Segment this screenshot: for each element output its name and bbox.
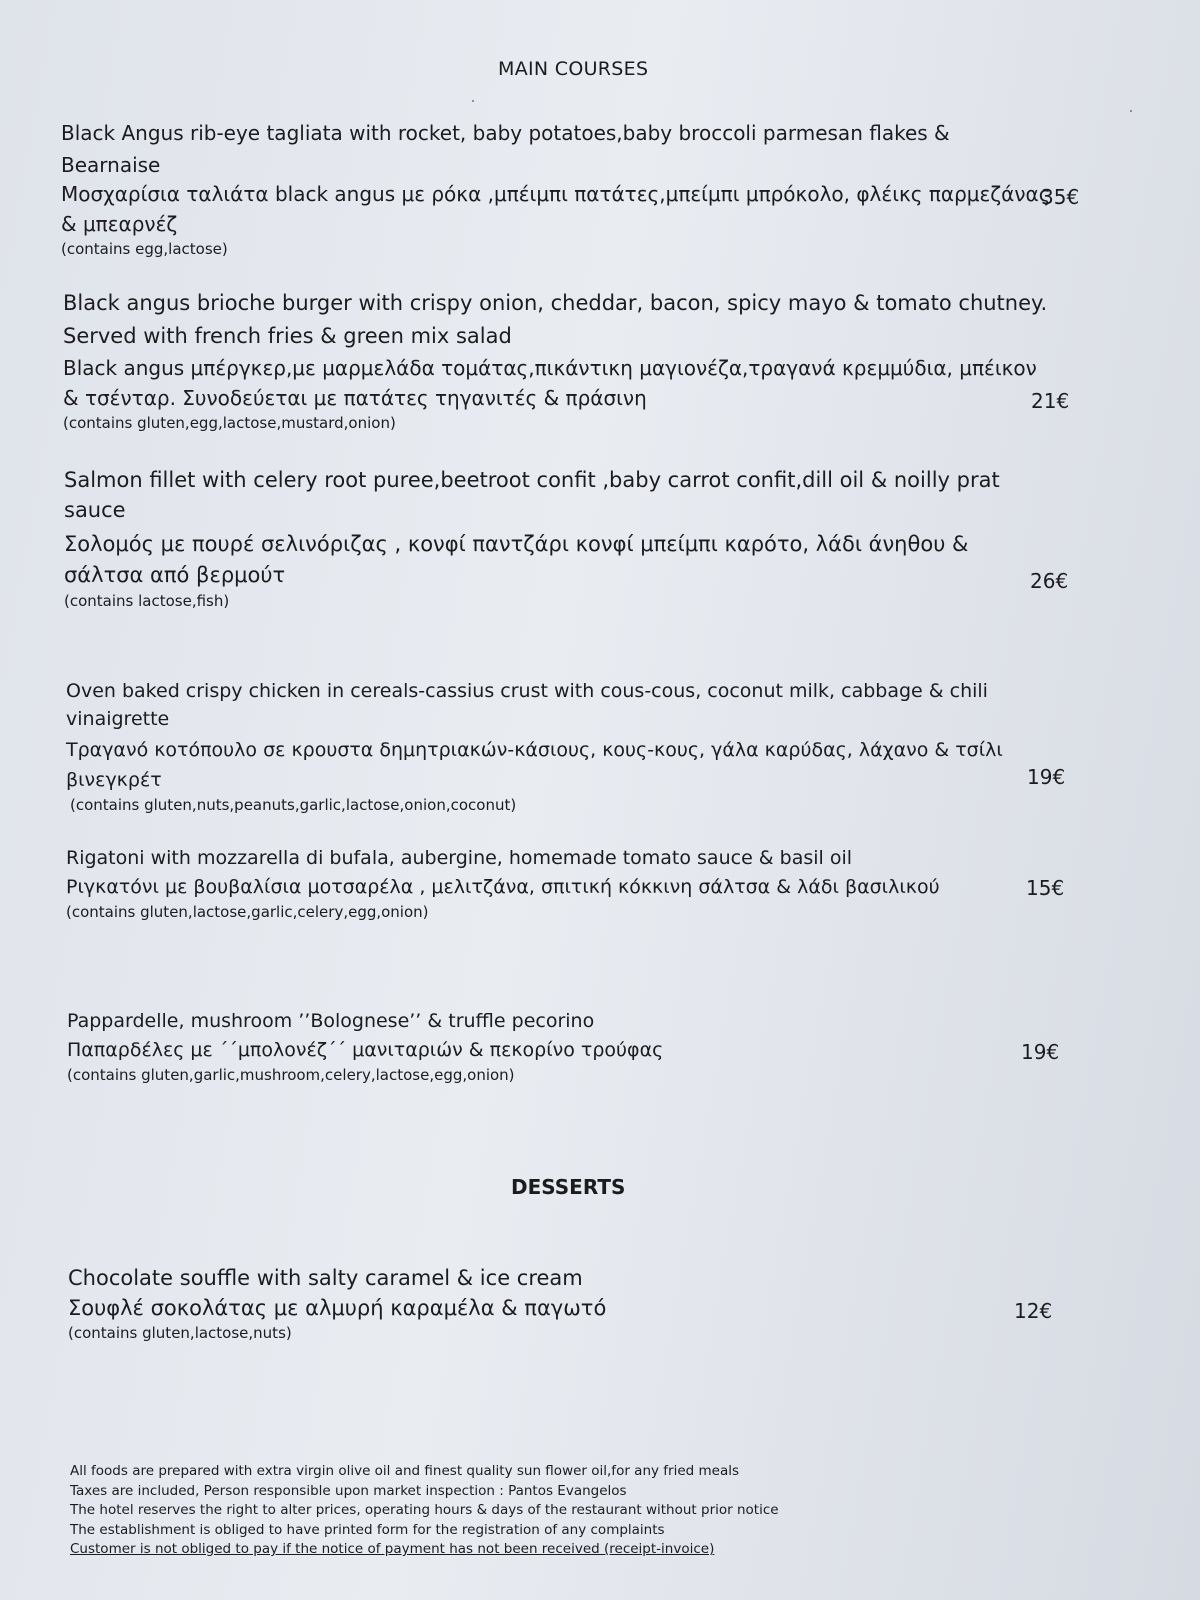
dish-name-el: Ριγκατόνι με βουβαλίσια μοτσαρέλα , μελιτζάνα, σπιτική κόκκινη σάλτσα & λάδι βασιλικού — [66, 876, 940, 898]
dish-name-en: Black Angus rib-eye tagliata with rocket, baby potatoes,baby broccoli parmesan flakes & Bearnaise — [61, 121, 950, 177]
allergens-note: (contains gluten,egg,lactose,mustard,onion) — [63, 414, 396, 432]
dish-price: 35€ — [1041, 185, 1080, 209]
dish-name-el: Black angus μπέργκερ,με μαρμελάδα τομάτας,πικάντικη μαγιονέζα,τραγανά κρεμμύδια, μπέικον & τσένταρ. Συνοδεύεται με πατάτες τηγανιτές & πράσινη — [63, 356, 1037, 410]
footer-note: All foods are prepared with extra virgin olive oil and finest quality sun flower oil,for any fried meals — [70, 1463, 740, 1479]
dish-price: 12€ — [1014, 1299, 1053, 1323]
paper-speck — [472, 100, 474, 102]
main-courses-heading: MAIN COURSES — [498, 58, 649, 80]
footer-note: The hotel reserves the right to alter prices, operating hours & days of the restaurant without prior notice — [70, 1502, 779, 1518]
dish-price: 21€ — [1031, 389, 1070, 413]
footer-note: Customer is not obliged to pay if the notice of payment has not been received (receipt-invoice) — [70, 1541, 715, 1557]
dish-name-en: Oven baked crispy chicken in cereals-cassius crust with cous-cous, coconut milk, cabbage & chili vinaigrette — [66, 680, 988, 730]
dish-name-en: Rigatoni with mozzarella di bufala, aubergine, homemade tomato sauce & basil oil — [66, 847, 853, 869]
dish-price: 26€ — [1030, 569, 1069, 593]
dish-name-el: Μοσχαρίσια ταλιάτα black angus με ρόκα ,μπέιμπι πατάτες,μπείμπι μπρόκολο, φλέικς παρμεζάνας & μπεαρνέζ — [61, 182, 1051, 236]
allergens-note: (contains egg,lactose) — [61, 240, 228, 258]
allergens-note: (contains gluten,nuts,peanuts,garlic,lactose,onion,coconut) — [70, 796, 517, 814]
dish-name-el: Σολομός με πουρέ σελινόριζας , κονφί παντζάρι κονφί μπείμπι καρότο, λάδι άνηθου & σάλτσα από βερμούτ — [64, 532, 969, 587]
dish-price: 15€ — [1026, 876, 1065, 900]
dish-price: 19€ — [1021, 1040, 1060, 1064]
dish-name-el: Παπαρδέλες με ΄΄μπολονέζ΄΄ μανιταριών & πεκορίνο τρούφας — [67, 1039, 664, 1061]
dish-name-en: Black angus brioche burger with crispy onion, cheddar, bacon, spicy mayo & tomato chutney. Served with french fries & green mix salad — [63, 291, 1048, 348]
allergens-note: (contains gluten,garlic,mushroom,celery,lactose,egg,onion) — [67, 1066, 515, 1084]
dish-name-en: Salmon fillet with celery root puree,beetroot confit ,baby carrot confit,dill oil & noilly prat sauce — [64, 468, 1000, 522]
dish-name-el: Τραγανό κοτόπουλο σε κρουστα δημητριακών-κάσιους, κους-κους, γάλα καρύδας, λάχανο & τσίλι βινεγκρέτ — [66, 739, 1003, 791]
allergens-note: (contains lactose,fish) — [64, 592, 230, 610]
desserts-heading: DESSERTS — [511, 1175, 626, 1199]
footer-note: The establishment is obliged to have printed form for the registration of any complaints — [70, 1521, 665, 1538]
dish-name-el: Σουφλέ σοκολάτας με αλμυρή καραμέλα & παγωτό — [68, 1296, 607, 1320]
dish-name-en: Chocolate souffle with salty caramel & ice cream — [68, 1266, 583, 1290]
footer-note: Taxes are included, Person responsible upon market inspection : Pantos Evangelos — [70, 1482, 627, 1499]
footer-notes — [70, 1462, 779, 1560]
dish-price: 19€ — [1027, 765, 1066, 789]
allergens-note: (contains gluten,lactose,nuts) — [68, 1324, 292, 1342]
dish-name-en: Pappardelle, mushroom ’’Bolognese’’ & truffle pecorino — [67, 1010, 595, 1032]
paper-speck — [1130, 110, 1132, 112]
allergens-note: (contains gluten,lactose,garlic,celery,egg,onion) — [66, 903, 429, 921]
